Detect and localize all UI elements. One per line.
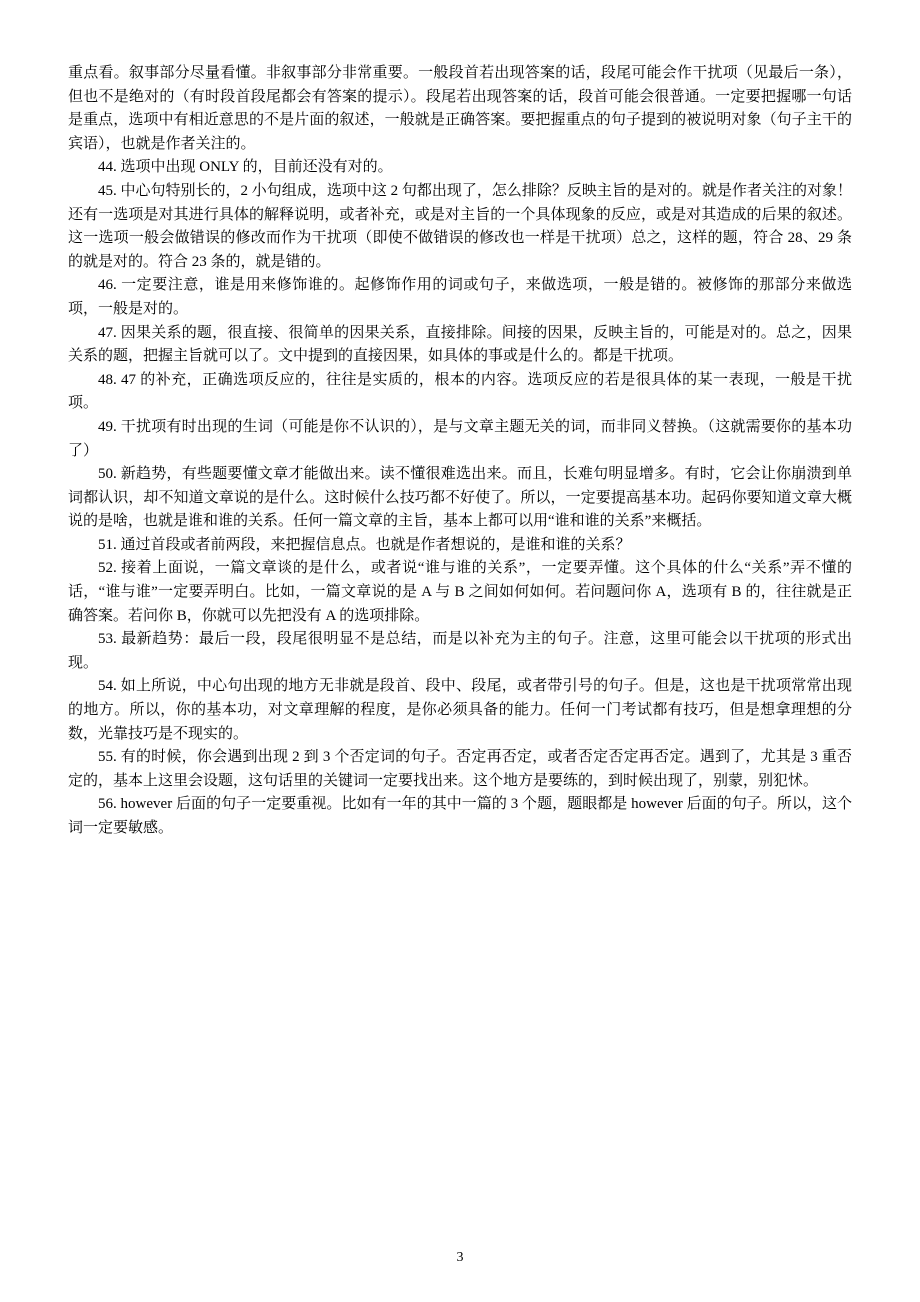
paragraph-item-48: 48. 47 的补充，正确选项反应的，往往是实质的，根本的内容。选项反应的若是很具体的某一表现，一般是干扰项。 <box>68 371 852 412</box>
paragraph-item-51: 51. 通过首段或者前两段，来把握信息点。也就是作者想说的，是谁和谁的关系？ <box>98 536 631 553</box>
paragraph-item-45: 45. 中心句特别长的，2 小句组成，选项中这 2 句都出现了，怎么排除？反映主旨的是对的。就是作者关注的对象！还有一选项是对其进行具体的解释说明，或者补充，或是对主旨的一个具体现象的反应，或是对其造成的后果的叙述。这一选项一般会做错误的修改而作为干扰项（即使不做错误的修改也一样是干扰项）总之，这样的题，符合 28、29 条的就是对的。符合 23 条的，就是错的。 <box>68 182 852 270</box>
paragraph-item-44: 44. 选项中出现 ONLY 的，目前还没有对的。 <box>98 159 393 176</box>
paragraph-item-50: 50. 新趋势，有些题要懂文章才能做出来。读不懂很难选出来。而且，长难句明显增多。有时，它会让你崩溃到单词都认识，却不知道文章说的是什么。这时候什么技巧都不好使了。所以，一定要提高基本功。起码你要知道文章大概说的是啥，也就是谁和谁的关系。任何一篇文章的主旨，基本上都可以用“谁和谁的关系”来概括。 <box>68 466 852 530</box>
page-number: 3 <box>456 1250 464 1266</box>
paragraph-item-46: 46. 一定要注意，谁是用来修饰谁的。起修饰作用的词或句子，来做选项，一般是错的。被修饰的那部分来做选项，一般是对的。 <box>68 277 852 317</box>
paragraph-item-47: 47. 因果关系的题，很直接、很简单的因果关系，直接排除。间接的因果，反映主旨的，可能是对的。总之，因果关系的题，把握主旨就可以了。文中提到的直接因果，如具体的事或是什么的。都是干扰项。 <box>68 324 852 365</box>
paragraph-item-53: 53. 最新趋势：最后一段，段尾很明显不是总结，而是以补充为主的句子。注意，这里可能会以干扰项的形式出现。 <box>68 631 852 671</box>
paragraph-item-56: 56. however 后面的句子一定要重视。比如有一年的其中一篇的 3 个题，题眼都是 however 后面的句子。所以，这个词一定要敏感。 <box>68 796 852 836</box>
paragraph-item-49: 49. 干扰项有时出现的生词（可能是你不认识的），是与文章主题无关的词，而非同义替换。（这就需要你的基本功了） <box>68 418 852 459</box>
paragraph: 重点看。叙事部分尽量看懂。非叙事部分非常重要。一般段首若出现答案的话，段尾可能会作干扰项（见最后一条），但也不是绝对的（有时段首段尾都会有答案的提示）。段尾若出现答案的话，段首可能会很普通。一定要把握哪一句话是重点，选项中有相近意思的不是片面的叙述，一般就是正确答案。要把握重点的句子提到的被说明对象（句子主干的宾语），也就是作者关注的。 <box>68 65 852 152</box>
paragraph-item-55: 55. 有的时候，你会遇到出现 2 到 3 个否定词的句子。否定再否定，或者否定否定再否定。遇到了，尤其是 3 重否定的，基本上这里会设题，这句话里的关键词一定要找出来。这个地方是要练的，到时候出现了，别蒙，别犯怵。 <box>68 749 852 789</box>
paragraph-item-54: 54. 如上所说，中心句出现的地方无非就是段首、段中、段尾，或者带引号的句子。但是，这也是干扰项常常出现的地方。所以，你的基本功，对文章理解的程度，是你必须具备的能力。任何一门考试都有技巧，但是想拿理想的分数，光靠技巧是不现实的。 <box>68 678 852 742</box>
paragraph-item-52: 52. 接着上面说，一篇文章谈的是什么，或者说“谁与谁的关系”，一定要弄懂。这个具体的什么“关系”弄不懂的话，“谁与谁”一定要弄明白。比如，一篇文章说的是 A 与 B 之间如何如何。若问题问你 A，选项有 B 的，往往就是正确答案。若问你 B，你就可以先把没有 A 的选项排除。 <box>68 560 852 624</box>
